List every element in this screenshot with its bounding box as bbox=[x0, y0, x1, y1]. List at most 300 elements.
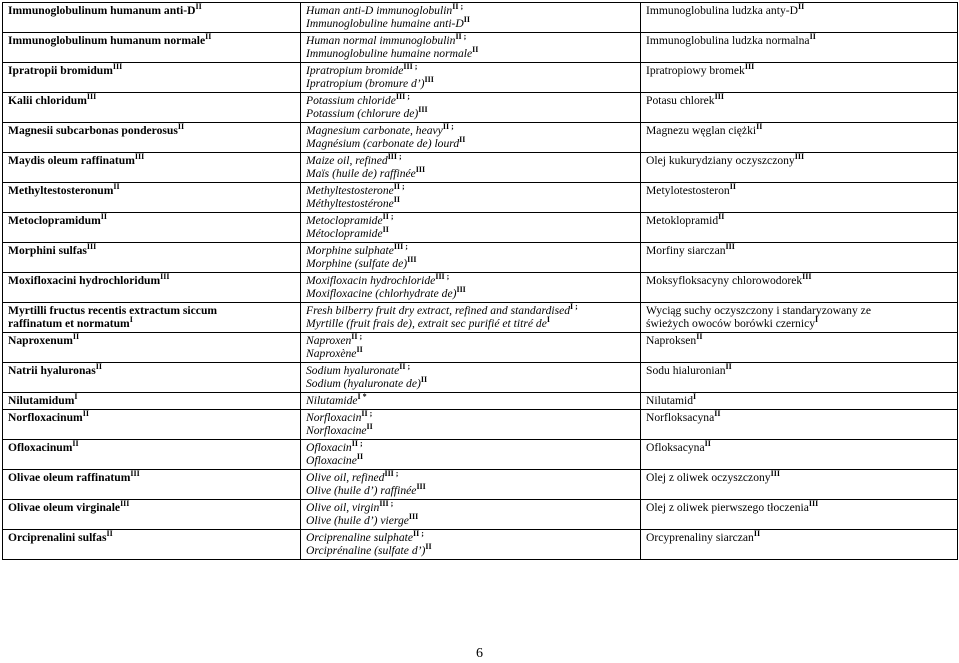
english-french-name-line bbox=[306, 531, 636, 544]
name-text: Norfloxacinum bbox=[8, 411, 83, 424]
category-superscript: II bbox=[356, 345, 363, 355]
category-superscript: III bbox=[808, 499, 819, 509]
english-french-name-line bbox=[306, 257, 636, 270]
latin-name-cell bbox=[3, 123, 301, 153]
category-superscript: I * bbox=[357, 392, 367, 402]
polish-name-line bbox=[646, 214, 953, 227]
table-row bbox=[3, 470, 958, 500]
english-french-name-line bbox=[306, 424, 636, 437]
name-text: Moxifloxacine (chlorhydrate de) bbox=[306, 287, 457, 300]
polish-name-cell bbox=[641, 123, 958, 153]
name-text: Sodu hialuronian bbox=[646, 364, 726, 377]
polish-name-cell bbox=[641, 153, 958, 183]
name-text: Naproxen bbox=[306, 334, 352, 347]
latin-name-line bbox=[8, 214, 296, 227]
category-superscript: II bbox=[82, 409, 89, 419]
name-text: raffinatum et normatum bbox=[8, 317, 130, 330]
name-text: Moksyfloksacyny chlorowodorek bbox=[646, 274, 803, 287]
category-superscript: II bbox=[797, 2, 805, 12]
table-row bbox=[3, 93, 958, 123]
category-superscript: II bbox=[704, 439, 711, 449]
category-superscript: III bbox=[418, 105, 428, 115]
name-text: Ipratropiowy bromek bbox=[646, 64, 745, 77]
category-superscript: II bbox=[809, 32, 816, 42]
category-superscript: II ; bbox=[393, 182, 405, 192]
name-text: Immunoglobulinum humanum normale bbox=[8, 34, 206, 47]
category-superscript: II ; bbox=[452, 2, 464, 12]
category-superscript: III ; bbox=[395, 92, 410, 102]
name-text: Metoklopramid bbox=[646, 214, 719, 227]
latin-name-cell bbox=[3, 33, 301, 63]
name-text: Fresh bilberry fruit dry extract, refined and standardised bbox=[306, 304, 571, 317]
category-superscript: III ; bbox=[387, 152, 402, 162]
table-row bbox=[3, 153, 958, 183]
category-superscript: II bbox=[459, 135, 466, 145]
polish-name-line bbox=[646, 64, 953, 77]
english-french-name-cell bbox=[301, 93, 641, 123]
category-superscript: II bbox=[696, 332, 703, 342]
name-text: Human anti-D immunoglobulin bbox=[306, 4, 453, 17]
polish-name-cell bbox=[641, 470, 958, 500]
name-text: Methyltestosteronum bbox=[8, 184, 114, 197]
polish-name-line bbox=[646, 34, 953, 47]
category-superscript: II ; bbox=[399, 362, 411, 372]
latin-name-cell bbox=[3, 303, 301, 333]
name-text: Metoclopramide bbox=[306, 214, 383, 227]
name-text: Orciprénaline (sulfate d’) bbox=[306, 544, 426, 557]
name-text: Nilutamide bbox=[306, 394, 358, 407]
table-row bbox=[3, 363, 958, 393]
name-text: Métoclopramide bbox=[306, 227, 383, 240]
category-superscript: III ; bbox=[393, 242, 408, 252]
name-text: Morfiny siarczan bbox=[646, 244, 726, 257]
latin-name-cell bbox=[3, 393, 301, 410]
category-superscript: III bbox=[714, 92, 724, 102]
latin-name-cell bbox=[3, 500, 301, 530]
category-superscript: II bbox=[100, 212, 107, 222]
name-text: Human normal immunoglobulin bbox=[306, 34, 456, 47]
name-text: Immunoglobulina ludzka anty-D bbox=[646, 4, 798, 17]
name-text: Orciprenalini sulfas bbox=[8, 531, 107, 544]
name-text: Naproxenum bbox=[8, 334, 73, 347]
english-french-name-line bbox=[306, 197, 636, 210]
english-french-name-line bbox=[306, 227, 636, 240]
category-superscript: II bbox=[756, 122, 763, 132]
english-french-name-line bbox=[306, 34, 636, 47]
category-superscript: II bbox=[95, 362, 102, 372]
latin-name-cell bbox=[3, 183, 301, 213]
name-text: Olive (huile d’) vierge bbox=[306, 514, 409, 527]
name-text: Maize oil, refined bbox=[306, 154, 388, 167]
name-text: Ofloksacyna bbox=[646, 441, 705, 454]
category-superscript: III bbox=[86, 92, 97, 102]
name-text: Olive oil, virgin bbox=[306, 501, 380, 514]
latin-name-cell bbox=[3, 213, 301, 243]
name-text: Nilutamid bbox=[646, 394, 694, 407]
english-french-name-cell bbox=[301, 3, 641, 33]
name-text: Immunoglobuline humaine anti-D bbox=[306, 17, 464, 30]
latin-name-cell bbox=[3, 440, 301, 470]
name-text: Potassium (chlorure de) bbox=[306, 107, 419, 120]
name-text: Olej z oliwek oczyszczony bbox=[646, 471, 771, 484]
latin-name-line bbox=[8, 501, 296, 514]
english-french-name-line bbox=[306, 167, 636, 180]
latin-name-cell bbox=[3, 470, 301, 500]
english-french-name-cell bbox=[301, 393, 641, 410]
category-superscript: III bbox=[160, 272, 170, 282]
category-superscript: I ; bbox=[570, 302, 578, 312]
latin-name-line bbox=[8, 4, 296, 17]
name-text: Ofloxacin bbox=[306, 441, 352, 454]
english-french-name-line bbox=[306, 64, 636, 77]
english-french-name-line bbox=[306, 47, 636, 60]
category-superscript: III bbox=[415, 165, 426, 175]
english-french-name-line bbox=[306, 4, 636, 17]
name-text: Norfloxacine bbox=[306, 424, 367, 437]
latin-name-line bbox=[8, 184, 296, 197]
category-superscript: I bbox=[74, 392, 78, 402]
category-superscript: II bbox=[753, 529, 761, 539]
category-superscript: II bbox=[72, 332, 80, 342]
latin-name-line bbox=[8, 154, 296, 167]
english-french-name-cell bbox=[301, 333, 641, 363]
name-text: Moxifloxacin hydrochloride bbox=[306, 274, 436, 287]
name-text: Olive oil, refined bbox=[306, 471, 385, 484]
polish-name-line bbox=[646, 184, 953, 197]
name-text: Olej z oliwek pierwszego tłoczenia bbox=[646, 501, 809, 514]
category-superscript: III bbox=[802, 272, 812, 282]
name-text: Magnesii subcarbonas ponderosus bbox=[8, 124, 178, 137]
name-text: Ipratropium bromide bbox=[306, 64, 404, 77]
name-text: Magnésium (carbonate de) lourd bbox=[306, 137, 460, 150]
name-text: Ofloxacine bbox=[306, 454, 357, 467]
table-row bbox=[3, 3, 958, 33]
polish-name-line bbox=[646, 244, 953, 257]
table-body bbox=[3, 3, 958, 560]
category-superscript: II bbox=[393, 195, 401, 205]
table-row bbox=[3, 213, 958, 243]
name-text: Magnezu węglan ciężki bbox=[646, 124, 757, 137]
english-french-name-line bbox=[306, 244, 636, 257]
latin-name-cell bbox=[3, 363, 301, 393]
name-text: Myrtille (fruit frais de), extrait sec purifié et titré de bbox=[306, 317, 547, 330]
latin-name-line bbox=[8, 441, 296, 454]
category-superscript: III bbox=[794, 152, 805, 162]
name-text: Wyciąg suchy oczyszczony i standaryzowany ze bbox=[646, 304, 871, 317]
table-row bbox=[3, 33, 958, 63]
category-superscript: III bbox=[416, 482, 426, 492]
name-text: Morphine sulphate bbox=[306, 244, 394, 257]
polish-name-cell bbox=[641, 500, 958, 530]
category-superscript: II ; bbox=[455, 32, 467, 42]
table-row bbox=[3, 183, 958, 213]
polish-name-line bbox=[646, 501, 953, 514]
polish-name-cell bbox=[641, 273, 958, 303]
polish-name-cell bbox=[641, 3, 958, 33]
english-french-name-line bbox=[306, 377, 636, 390]
polish-name-line bbox=[646, 94, 953, 107]
category-superscript: II bbox=[195, 2, 202, 12]
table-row bbox=[3, 333, 958, 363]
english-french-name-line bbox=[306, 394, 636, 407]
latin-name-line bbox=[8, 274, 296, 287]
polish-name-cell bbox=[641, 213, 958, 243]
category-superscript: II bbox=[425, 542, 432, 552]
polish-name-line bbox=[646, 334, 953, 347]
name-text: Immunoglobulina ludzka normalna bbox=[646, 34, 810, 47]
english-french-name-cell bbox=[301, 63, 641, 93]
latin-name-cell bbox=[3, 333, 301, 363]
name-text: Myrtilli fructus recentis extractum siccum bbox=[8, 304, 218, 317]
english-french-name-line bbox=[306, 184, 636, 197]
polish-name-cell bbox=[641, 63, 958, 93]
table-row bbox=[3, 393, 958, 410]
name-text: Ipratropium (bromure d’) bbox=[306, 77, 425, 90]
table-row bbox=[3, 530, 958, 560]
latin-name-line bbox=[8, 124, 296, 137]
english-french-name-cell bbox=[301, 470, 641, 500]
category-superscript: III bbox=[130, 469, 140, 479]
name-text: Moxifloxacini hydrochloridum bbox=[8, 274, 161, 287]
latin-name-cell bbox=[3, 410, 301, 440]
polish-name-line bbox=[646, 394, 953, 407]
category-superscript: II ; bbox=[361, 409, 373, 419]
name-text: Ofloxacinum bbox=[8, 441, 73, 454]
category-superscript: II bbox=[714, 409, 721, 419]
name-text: Metoclopramidum bbox=[8, 214, 101, 227]
latin-name-cell bbox=[3, 63, 301, 93]
latin-name-line bbox=[8, 94, 296, 107]
name-text: Orciprenaline sulphate bbox=[306, 531, 414, 544]
name-text: Norfloxacin bbox=[306, 411, 362, 424]
latin-name-line bbox=[8, 317, 296, 330]
category-superscript: III bbox=[112, 62, 123, 72]
english-french-name-line bbox=[306, 77, 636, 90]
polish-name-cell bbox=[641, 440, 958, 470]
name-text: Méthyltestostérone bbox=[306, 197, 394, 210]
latin-name-line bbox=[8, 394, 296, 407]
category-superscript: I bbox=[129, 315, 133, 325]
category-superscript: III bbox=[770, 469, 780, 479]
english-french-name-line bbox=[306, 514, 636, 527]
name-text: Olivae oleum raffinatum bbox=[8, 471, 131, 484]
name-text: Orcyprenaliny siarczan bbox=[646, 531, 754, 544]
english-french-name-line bbox=[306, 347, 636, 360]
category-superscript: II bbox=[725, 362, 732, 372]
polish-name-line bbox=[646, 304, 953, 317]
polish-name-cell bbox=[641, 363, 958, 393]
latin-name-cell bbox=[3, 243, 301, 273]
category-superscript: III bbox=[407, 255, 417, 265]
category-superscript: II ; bbox=[442, 122, 454, 132]
latin-name-cell bbox=[3, 153, 301, 183]
polish-name-line bbox=[646, 441, 953, 454]
english-french-name-cell bbox=[301, 303, 641, 333]
polish-name-line bbox=[646, 411, 953, 424]
table-row bbox=[3, 123, 958, 153]
polish-name-line bbox=[646, 471, 953, 484]
polish-name-line bbox=[646, 317, 953, 330]
category-superscript: II bbox=[72, 439, 79, 449]
polish-name-cell bbox=[641, 243, 958, 273]
latin-name-line bbox=[8, 244, 296, 257]
name-text: Maydis oleum raffinatum bbox=[8, 154, 135, 167]
category-superscript: II bbox=[420, 375, 428, 385]
latin-name-cell bbox=[3, 273, 301, 303]
polish-name-cell bbox=[641, 530, 958, 560]
name-text: Kalii chloridum bbox=[8, 94, 87, 107]
category-superscript: I bbox=[815, 315, 819, 325]
english-french-name-cell bbox=[301, 183, 641, 213]
latin-name-cell bbox=[3, 3, 301, 33]
category-superscript: II bbox=[729, 182, 736, 192]
table-row bbox=[3, 63, 958, 93]
category-superscript: II bbox=[366, 422, 373, 432]
name-text: Maïs (huile de) raffinée bbox=[306, 167, 416, 180]
english-french-name-line bbox=[306, 274, 636, 287]
polish-name-cell bbox=[641, 33, 958, 63]
english-french-name-line bbox=[306, 484, 636, 497]
category-superscript: II ; bbox=[382, 212, 394, 222]
latin-name-line bbox=[8, 364, 296, 377]
english-french-name-cell bbox=[301, 33, 641, 63]
polish-name-cell bbox=[641, 333, 958, 363]
polish-name-line bbox=[646, 531, 953, 544]
name-text: Morphine (sulfate de) bbox=[306, 257, 408, 270]
category-superscript: III ; bbox=[403, 62, 418, 72]
name-text: Methyltestosterone bbox=[306, 184, 394, 197]
english-french-name-line bbox=[306, 544, 636, 557]
english-french-name-line bbox=[306, 94, 636, 107]
category-superscript: II bbox=[205, 32, 212, 42]
category-superscript: III bbox=[86, 242, 97, 252]
english-french-name-line bbox=[306, 124, 636, 137]
category-superscript: III bbox=[120, 499, 130, 509]
category-superscript: II bbox=[106, 529, 113, 539]
category-superscript: III ; bbox=[384, 469, 399, 479]
english-french-name-line bbox=[306, 454, 636, 467]
name-text: Ipratropii bromidum bbox=[8, 64, 113, 77]
name-text: Magnesium carbonate, heavy bbox=[306, 124, 443, 137]
polish-name-cell bbox=[641, 93, 958, 123]
name-text: Morphini sulfas bbox=[8, 244, 87, 257]
latin-name-cell bbox=[3, 93, 301, 123]
category-superscript: II bbox=[177, 122, 185, 132]
category-superscript: I bbox=[546, 315, 550, 325]
polish-name-line bbox=[646, 364, 953, 377]
polish-name-line bbox=[646, 124, 953, 137]
english-french-name-cell bbox=[301, 440, 641, 470]
latin-name-line bbox=[8, 531, 296, 544]
polish-name-cell bbox=[641, 393, 958, 410]
latin-name-line bbox=[8, 471, 296, 484]
english-french-name-cell bbox=[301, 153, 641, 183]
name-text: Sodium hyaluronate bbox=[306, 364, 400, 377]
name-text: Olivae oleum virginale bbox=[8, 501, 121, 514]
name-text: Nilutamidum bbox=[8, 394, 75, 407]
name-text: Naproxène bbox=[306, 347, 357, 360]
table-row bbox=[3, 243, 958, 273]
polish-name-line bbox=[646, 274, 953, 287]
name-text: Olive (huile d’) raffinée bbox=[306, 484, 417, 497]
english-french-name-cell bbox=[301, 123, 641, 153]
table-row bbox=[3, 303, 958, 333]
english-french-name-line bbox=[306, 317, 636, 330]
english-french-name-line bbox=[306, 364, 636, 377]
latin-name-line bbox=[8, 34, 296, 47]
english-french-name-line bbox=[306, 287, 636, 300]
english-french-name-cell bbox=[301, 530, 641, 560]
english-french-name-cell bbox=[301, 500, 641, 530]
english-french-name-line bbox=[306, 501, 636, 514]
category-superscript: II bbox=[463, 15, 471, 25]
table-row bbox=[3, 440, 958, 470]
name-text: Potassium chloride bbox=[306, 94, 396, 107]
name-text: Potasu chlorek bbox=[646, 94, 715, 107]
category-superscript: III bbox=[744, 62, 755, 72]
english-french-name-line bbox=[306, 304, 636, 317]
category-superscript: II ; bbox=[413, 529, 424, 539]
latin-name-cell bbox=[3, 530, 301, 560]
english-french-name-line bbox=[306, 411, 636, 424]
english-french-name-line bbox=[306, 441, 636, 454]
english-french-name-cell bbox=[301, 243, 641, 273]
polish-name-cell bbox=[641, 410, 958, 440]
category-superscript: III ; bbox=[435, 272, 450, 282]
category-superscript: II bbox=[113, 182, 120, 192]
latin-name-line bbox=[8, 334, 296, 347]
polish-name-line bbox=[646, 154, 953, 167]
category-superscript: II ; bbox=[351, 332, 363, 342]
name-text: Naproksen bbox=[646, 334, 697, 347]
latin-name-line bbox=[8, 411, 296, 424]
category-superscript: I bbox=[693, 392, 697, 402]
category-superscript: III bbox=[725, 242, 735, 252]
category-superscript: III bbox=[424, 75, 434, 85]
english-french-name-line bbox=[306, 214, 636, 227]
name-text: świeżych owoców borówki czernicy bbox=[646, 317, 816, 330]
polish-name-cell bbox=[641, 183, 958, 213]
english-french-name-cell bbox=[301, 363, 641, 393]
latin-name-line bbox=[8, 304, 296, 317]
english-french-name-cell bbox=[301, 410, 641, 440]
drug-names-table bbox=[2, 2, 958, 560]
page-number: 6 bbox=[476, 646, 483, 661]
english-french-name-line bbox=[306, 107, 636, 120]
category-superscript: III bbox=[134, 152, 145, 162]
english-french-name-cell bbox=[301, 213, 641, 243]
category-superscript: III bbox=[456, 285, 466, 295]
category-superscript: II bbox=[718, 212, 725, 222]
name-text: Immunoglobulinum humanum anti-D bbox=[8, 4, 196, 17]
category-superscript: III bbox=[408, 512, 419, 522]
english-french-name-line bbox=[306, 17, 636, 30]
name-text: Metylotestosteron bbox=[646, 184, 730, 197]
name-text: Immunoglobuline humaine normale bbox=[306, 47, 473, 60]
english-french-name-line bbox=[306, 471, 636, 484]
english-french-name-cell bbox=[301, 273, 641, 303]
latin-name-line bbox=[8, 64, 296, 77]
category-superscript: II bbox=[382, 225, 389, 235]
polish-name-cell bbox=[641, 303, 958, 333]
name-text: Sodium (hyaluronate de) bbox=[306, 377, 421, 390]
polish-name-line bbox=[646, 4, 953, 17]
english-french-name-line bbox=[306, 137, 636, 150]
category-superscript: II bbox=[356, 452, 364, 462]
category-superscript: II bbox=[472, 45, 479, 55]
category-superscript: II ; bbox=[351, 439, 363, 449]
category-superscript: III ; bbox=[379, 499, 394, 509]
